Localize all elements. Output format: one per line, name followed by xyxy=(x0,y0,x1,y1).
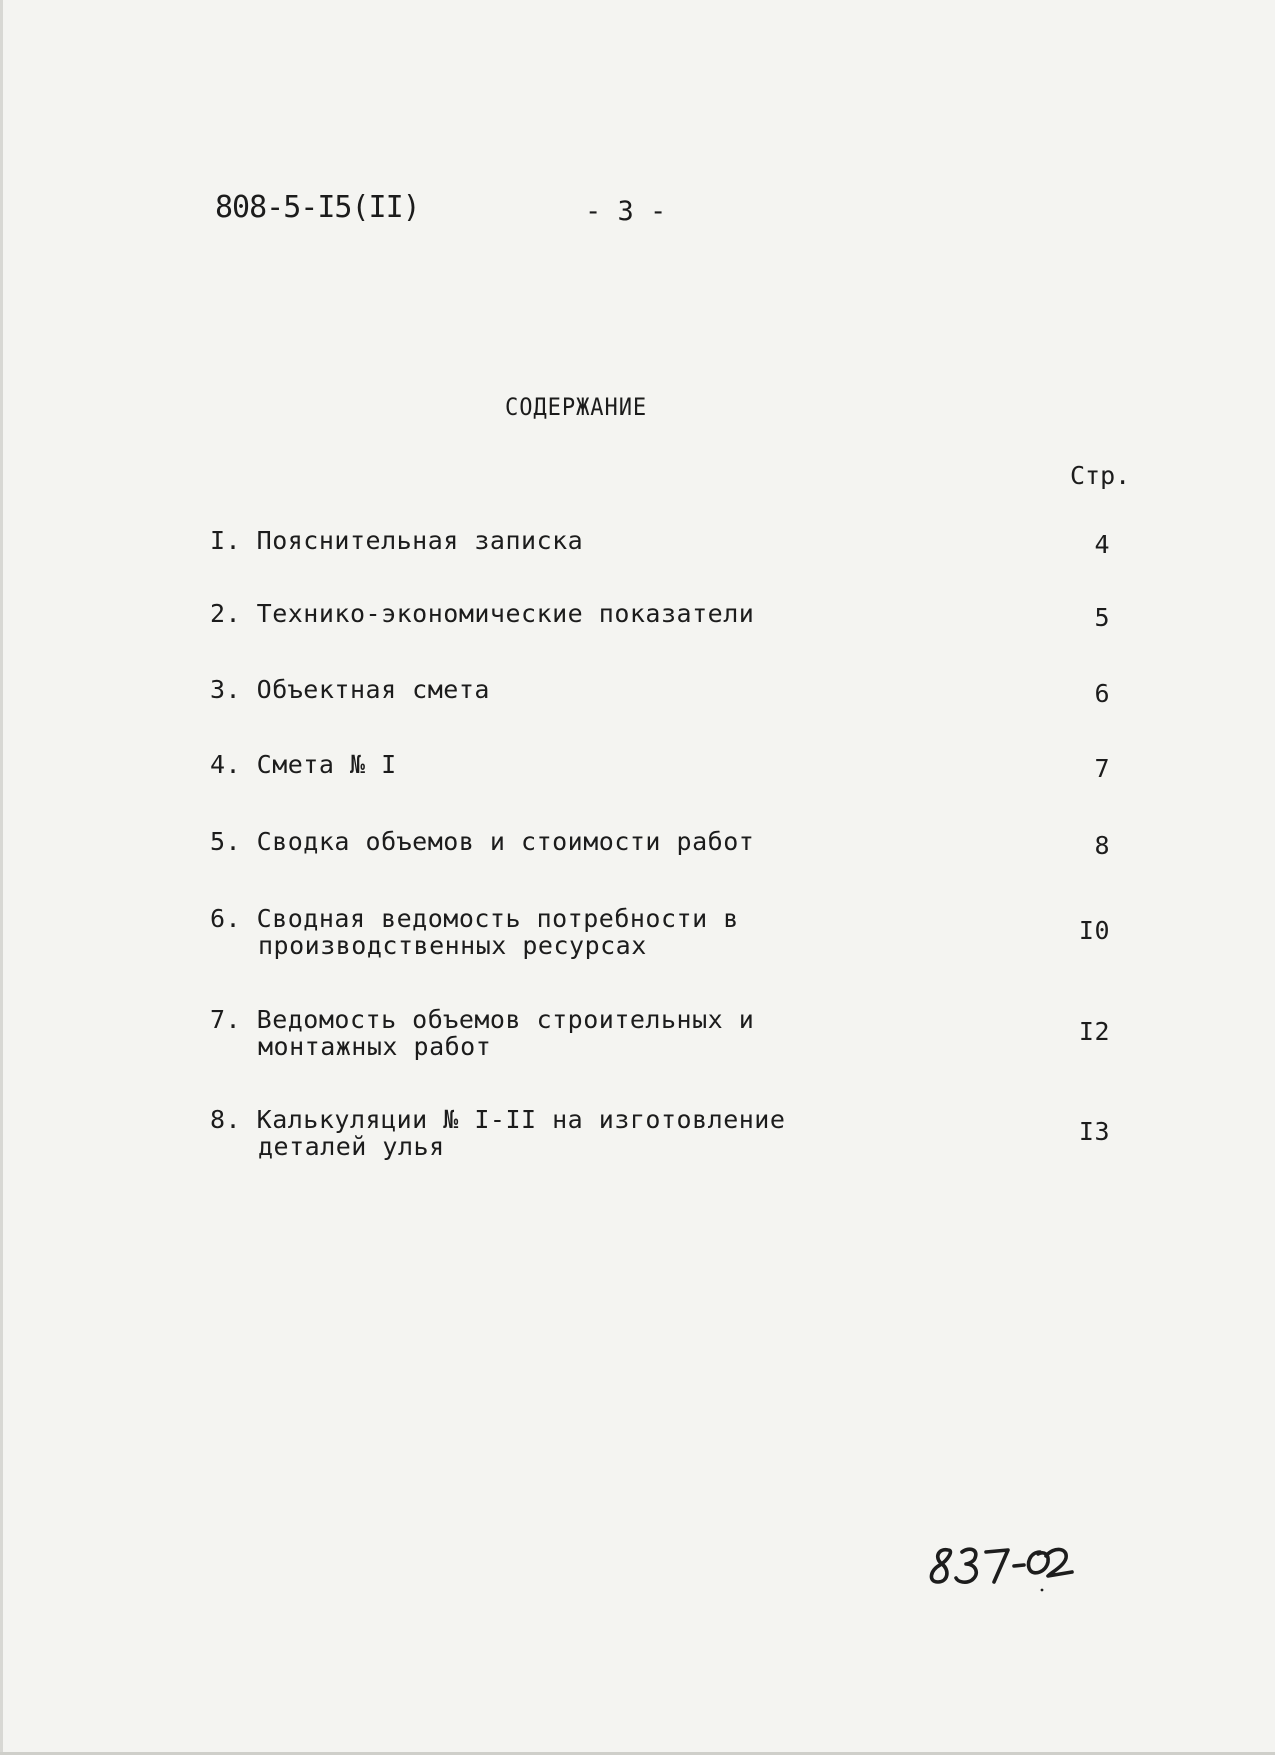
toc-item-text: I. Пояснительная записка xyxy=(210,526,584,555)
toc-item-text: 4. Смета № I xyxy=(210,750,397,779)
document-code: 808-5-I5(II) xyxy=(215,190,420,225)
toc-item-page: 8 xyxy=(1094,831,1110,860)
scan-edge-left xyxy=(0,0,3,1755)
toc-item-text: 3. Объектная смета xyxy=(210,675,490,704)
handwritten-signature xyxy=(922,1534,1092,1604)
toc-item-page: I2 xyxy=(1078,1017,1110,1046)
toc-item-page: 5 xyxy=(1094,603,1110,632)
toc-item-text: 7. Ведомость объемов строительных и монтажных работ xyxy=(210,1005,755,1061)
toc-item-text: 2. Технико-экономические показатели xyxy=(210,599,755,628)
page-number: - 3 - xyxy=(585,196,667,227)
page-column-header: Стр. xyxy=(1070,461,1131,490)
toc-item-text: 6. Сводная ведомость потребности в производственных ресурсах xyxy=(210,904,739,960)
toc-item-page: I0 xyxy=(1078,916,1110,945)
page-title: СОДЕРЖАНИЕ xyxy=(505,393,648,421)
toc-item-page: 7 xyxy=(1094,754,1110,783)
toc-item-page: 4 xyxy=(1094,530,1110,559)
toc-item-text: 8. Калькуляции № I-II на изготовление деталей улья xyxy=(210,1105,786,1161)
toc-item-page: I3 xyxy=(1078,1117,1110,1146)
toc-item-page: 6 xyxy=(1094,679,1110,708)
toc-item-text: 5. Сводка объемов и стоимости работ xyxy=(210,827,755,856)
